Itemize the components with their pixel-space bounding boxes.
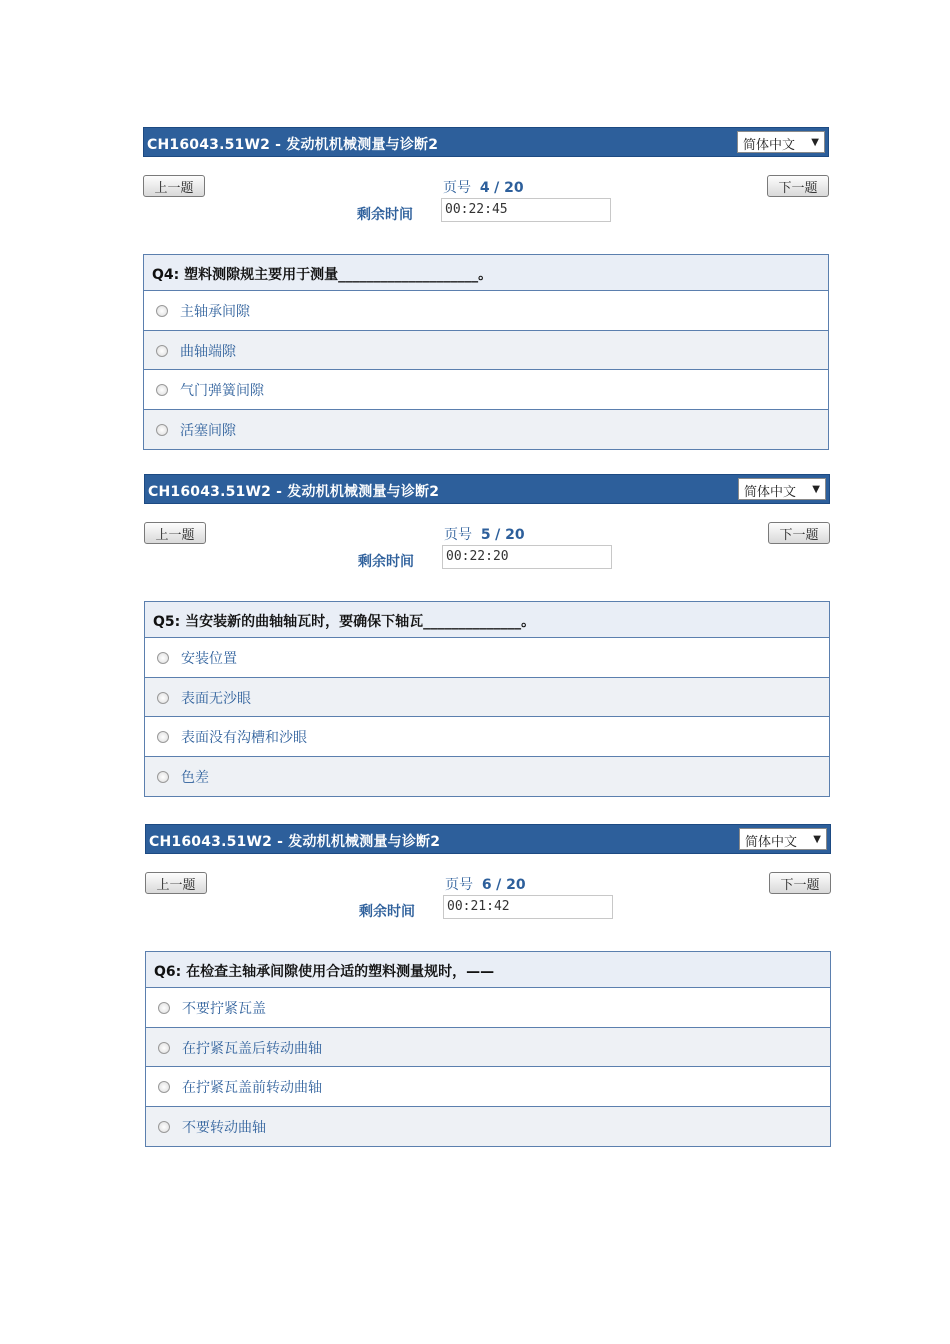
prev-question-button[interactable]: 上一题 — [144, 522, 206, 544]
answer-option[interactable]: 不要转动曲轴 — [146, 1107, 830, 1147]
quiz-block-q6 — [145, 824, 831, 1149]
radio-button[interactable] — [157, 692, 169, 704]
question-box — [145, 951, 831, 1147]
course-header — [143, 127, 829, 157]
radio-button[interactable] — [158, 1002, 170, 1014]
radio-button[interactable] — [158, 1081, 170, 1093]
next-question-button[interactable]: 下一题 — [769, 872, 831, 894]
prev-question-button[interactable]: 上一题 — [145, 872, 207, 894]
page-indicator: 页号 4 / 20 — [443, 180, 524, 196]
remaining-time-field: 00:22:45 — [441, 198, 611, 222]
language-select[interactable]: 简体中文 ▼ — [739, 828, 827, 850]
answer-option[interactable]: 不要拧紧瓦盖 — [146, 988, 830, 1028]
remaining-time-label: 剩余时间 — [358, 554, 414, 570]
radio-button[interactable] — [157, 652, 169, 664]
course-header — [145, 824, 831, 854]
course-title: CH16043.51W2 - 发动机机械测量与诊断2 — [149, 834, 441, 850]
radio-button[interactable] — [156, 384, 168, 396]
answer-option[interactable]: 主轴承间隙 — [144, 291, 828, 331]
chevron-down-icon: ▼ — [813, 834, 821, 845]
radio-button[interactable] — [157, 731, 169, 743]
question-box — [144, 601, 830, 797]
quiz-block-q4 — [143, 127, 829, 452]
next-question-button[interactable]: 下一题 — [767, 175, 829, 197]
question-text: Q6: 在检查主轴承间隙使用合适的塑料测量规时，—— — [146, 952, 830, 988]
answer-option[interactable]: 在拧紧瓦盖前转动曲轴 — [146, 1067, 830, 1107]
course-header — [144, 474, 830, 504]
question-text: Q4: 塑料测隙规主要用于测量____________________。 — [144, 255, 828, 291]
question-text: Q5: 当安装新的曲轴轴瓦时，要确保下轴瓦______________。 — [145, 602, 829, 638]
remaining-time-label: 剩余时间 — [357, 207, 413, 223]
radio-button[interactable] — [158, 1042, 170, 1054]
next-question-button[interactable]: 下一题 — [768, 522, 830, 544]
radio-button[interactable] — [156, 424, 168, 436]
quiz-block-q5 — [144, 474, 830, 799]
course-title: CH16043.51W2 - 发动机机械测量与诊断2 — [147, 137, 439, 153]
remaining-time-field: 00:21:42 — [443, 895, 613, 919]
answer-option[interactable]: 色差 — [145, 757, 829, 797]
radio-button[interactable] — [158, 1121, 170, 1133]
answer-option[interactable]: 表面无沙眼 — [145, 678, 829, 718]
chevron-down-icon: ▼ — [812, 484, 820, 495]
remaining-time-label: 剩余时间 — [359, 904, 415, 920]
remaining-time-field: 00:22:20 — [442, 545, 612, 569]
answer-option[interactable]: 在拧紧瓦盖后转动曲轴 — [146, 1028, 830, 1068]
language-select[interactable]: 简体中文 ▼ — [737, 131, 825, 153]
answer-option[interactable]: 表面没有沟槽和沙眼 — [145, 717, 829, 757]
answer-option[interactable]: 安装位置 — [145, 638, 829, 678]
radio-button[interactable] — [156, 345, 168, 357]
language-select[interactable]: 简体中文 ▼ — [738, 478, 826, 500]
page-indicator: 页号 5 / 20 — [444, 527, 525, 543]
answer-option[interactable]: 气门弹簧间隙 — [144, 370, 828, 410]
radio-button[interactable] — [156, 305, 168, 317]
radio-button[interactable] — [157, 771, 169, 783]
page-indicator: 页号 6 / 20 — [445, 877, 526, 893]
answer-option[interactable]: 曲轴端隙 — [144, 331, 828, 371]
course-title: CH16043.51W2 - 发动机机械测量与诊断2 — [148, 484, 440, 500]
answer-option[interactable]: 活塞间隙 — [144, 410, 828, 450]
chevron-down-icon: ▼ — [811, 137, 819, 148]
prev-question-button[interactable]: 上一题 — [143, 175, 205, 197]
question-box — [143, 254, 829, 450]
